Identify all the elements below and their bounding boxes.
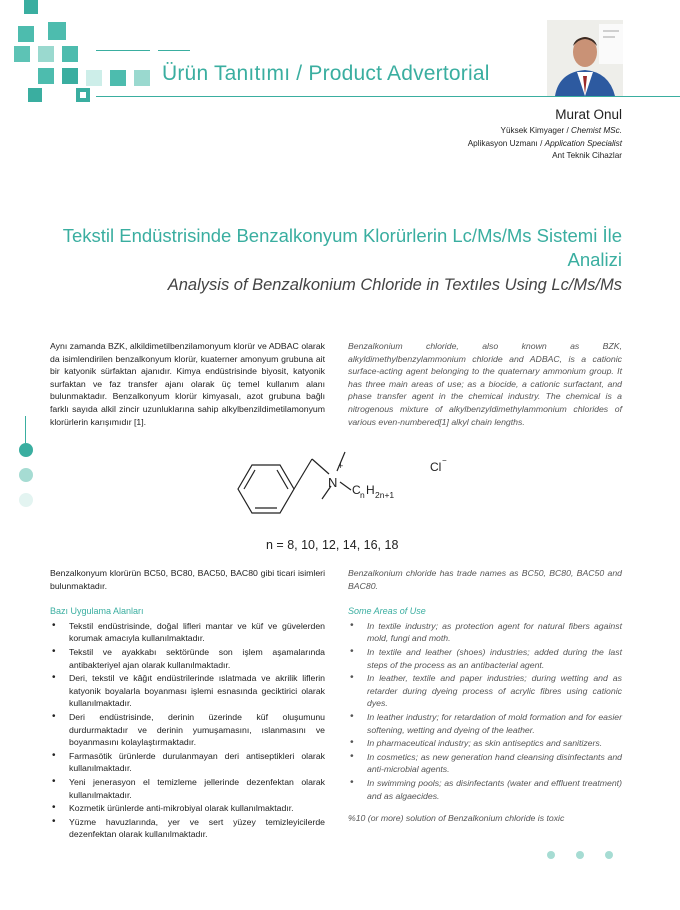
nitrogen-charge: +	[338, 461, 344, 471]
author-role: Aplikasyon Uzmanı / Application Specialist	[467, 138, 622, 148]
header-divider	[96, 96, 680, 97]
chain-carbon-subscript: n	[360, 490, 365, 500]
list-item: • In textile industry; as protection agent for natural fibers against mold, fungi and moth.	[348, 620, 622, 645]
trade-names-tr: Benzalkonyum klorürün BC50, BC80, BAC50, BAC80 gibi ticari isimleri bulunmaktadır.	[50, 568, 325, 591]
benzalkonium-structure	[230, 444, 480, 534]
list-item: • In pharmaceutical industry; as skin antiseptics and sanitizers.	[348, 737, 622, 750]
article-title-block	[62, 224, 622, 296]
applications-heading-en: Some Areas of Use	[348, 606, 426, 617]
list-item: • In leather, textile and paper industries; during wetting and as retarder during dyeing process of acrylic fibres using cationic dyes.	[348, 672, 622, 710]
chain-hydrogen: H	[366, 483, 375, 497]
section-header-title: Ürün Tanıtımı / Product Advertorial	[162, 62, 490, 85]
trade-names-en: Benzalkonium chloride has trade names as BC50, BC80, BAC50 and BAC80.	[348, 568, 622, 591]
list-item: • Tekstil ve ayakkabı sektöründe son işlem aşamalarında antibakteriyel ajan olarak kullanılmaktadır.	[50, 646, 325, 671]
nitrogen-label: N	[328, 475, 338, 490]
applications-list-tr	[50, 620, 325, 841]
applications-heading-tr: Bazı Uygulama Alanları	[50, 606, 144, 617]
author-photo	[547, 20, 623, 96]
list-item: • In swimming pools; as disinfectants (water and effluent treatment) and as algaecides.	[348, 777, 622, 802]
list-item: • Tekstil endüstrisinde, doğal lifleri mantar ve küf ve güvelerden korumak amacıyla kullanılmaktadır.	[50, 620, 325, 645]
intro-paragraph-en: Benzalkonium chloride, also known as BZK, alkyldimethylbenzylammonium chloride and ADBAC, is a cationic surface-acting agent belonging to the quaternary ammonium group. It has three main areas of use; as a biocide, a cationic surfactant, and phase transfer agent in the chemical industry. The chemical is a nitrogenous mixture of alkylbenzyldimethylammonium chlorides of various even-numbered[1] alkyl chain lengths.	[348, 341, 622, 427]
applications-column-tr	[50, 567, 325, 842]
author-name: Murat Onul	[555, 107, 622, 122]
list-item: • In textile and leather (shoes) industries; added during the last steps of the process as an antibacterial agent.	[348, 646, 622, 671]
chain-hydrogen-subscript: 2n+1	[375, 490, 395, 500]
list-item: • In leather industry; for retardation of mold formation and for easier softening, wetting and dyeing of the leather.	[348, 711, 622, 736]
list-item: • Deri, tekstil ve kâğıt endüstrilerinde ıslatmada ve akrilik liflerin katyonik boyalarla boyanması işlemi esnasında geciktirici olarak kullanılmaktadır.	[50, 672, 325, 710]
applications-list-en	[348, 620, 622, 802]
list-item: • Farmasötik ürünlerde durulanmayan deri antiseptikleri olarak kullanılmaktadır.	[50, 750, 325, 775]
chain-length-values: n = 8, 10, 12, 14, 16, 18	[266, 538, 399, 552]
toxicity-note-en: %10 (or more) solution of Benzalkonium chloride is toxic	[348, 813, 565, 824]
list-item: • Yeni jenerasyon el temizleme jellerinde dezenfektan olarak kullanılmaktadır.	[50, 776, 325, 801]
list-item: • Deri endüstrisinde, derinin üzerinde küf oluşumunu durdurmaktadır ve derinin yumuşamasını, ıslanmasını ve boyanmasını kolaylaştırmaktadır.	[50, 711, 325, 749]
author-company: Ant Teknik Cihazlar	[552, 151, 622, 160]
chloride-charge: −	[442, 456, 447, 465]
article-title-tr: Tekstil Endüstrisinde Benzalkonyum Klorürlerin Lc/Ms/Ms Sistemi İle Analizi	[62, 225, 622, 270]
author-block	[468, 107, 622, 163]
list-item: • Yüzme havuzlarında, yer ve sert yüzey temizleyicilerde dezenfektan olarak kullanılmaktadır.	[50, 816, 325, 841]
intro-paragraph-tr: Aynı zamanda BZK, alkildimetilbenzilamonyum klorür ve ADBAC olarak da isimlendirilen benzalkonyum klorür, kuaterner amonyum grubuna ait bir katyonik sürfaktan ajanıdır. Kimya endüstrisinde biyosit, katyonik surfaktan ve faz transfer ajanı olarak üç temel kullanım alanı bulunmaktadır. Benzalkonyum klorür kimyasalı, azot grubuna bağlı farklı sayıda alkil zincir uzunluklarına sahip alkylbenzildimetilamonyum klorürlerin karışımıdır [1].	[50, 341, 325, 427]
list-item: • In cosmetics; as new generation hand cleansing disinfectants and anti-microbial agents.	[348, 751, 622, 776]
article-title-en: Analysis of Benzalkonium Chloride in Textıles Using Lc/Ms/Ms	[167, 276, 622, 294]
author-title: Yüksek Kimyager / Chemist MSc.	[500, 126, 622, 135]
applications-column-en	[348, 567, 622, 825]
chloride-ion: Cl	[430, 460, 442, 474]
list-item: • Kozmetik ürünlerde anti-mikrobiyal olarak kullanılmaktadır.	[50, 802, 325, 815]
chain-carbon: C	[352, 483, 361, 497]
